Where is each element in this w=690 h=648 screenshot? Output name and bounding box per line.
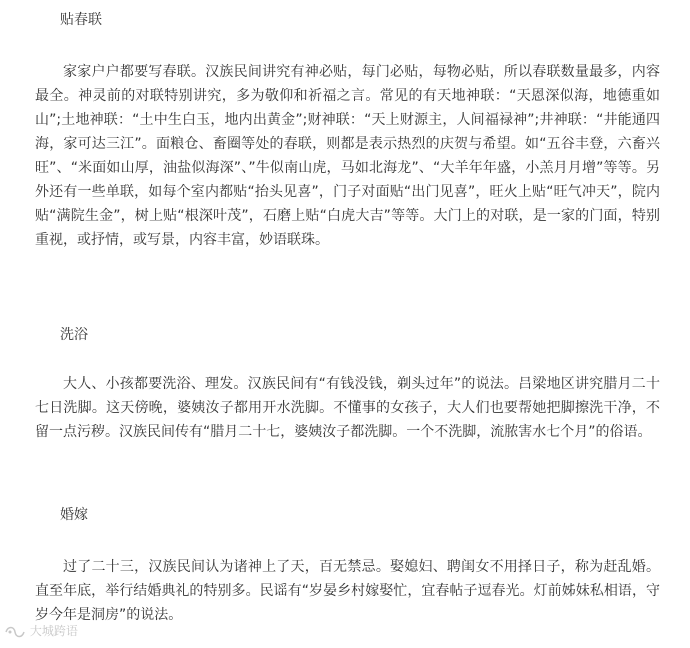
section-heading-couplets: 贴春联: [60, 12, 102, 28]
section-paragraph-weddings: 过了二十三，汉族民间认为诸神上了天，百无禁忌。娶媳妇、聘闺女不用择日子，称为赶乱婚。直至年底，举行结婚典礼的特别多。民谣有“岁晏乡村嫁娶忙，宜春帖子逗春光。灯前姊妹私相语，守岁今年是洞房”的说法。: [35, 559, 660, 623]
section-heading-weddings: 婚嫁: [60, 507, 88, 523]
logo-icon: [4, 625, 26, 639]
watermark: [4, 622, 78, 639]
watermark-text: 大城跨语: [29, 624, 78, 638]
section-paragraph-bathing: 大人、小孩都要洗浴、理发。汉族民间有“有钱没钱，剃头过年”的说法。吕梁地区讲究腊月二十七日洗脚。这天傍晚，婆姨汝子都用开水洗脚。不懂事的女孩子，大人们也要帮她把脚擦洗干净，不留一点污秽。汉族民间传有“腊月二十七，婆姨汝子都洗脚。一个不洗脚，流脓害水七个月”的俗语。: [35, 376, 660, 440]
section-heading-bathing: 洗浴: [60, 327, 88, 343]
section-paragraph-couplets: 家家户户都要写春联。汉族民间讲究有神必贴，每门必贴，每物必贴，所以春联数量最多，内容最全。神灵前的对联特别讲究，多为敬仰和祈福之言。常见的有天地神联：“天恩深似海，地德重如山”;土地神联：“土中生白玉，地内出黄金”;财神联：“天上财源主，人间福禄神”;井神联：“井能通四海，家可达三江”。面粮仓、畜圈等处的春联，则都是表示热烈的庆贺与希望。如“五谷丰登，六畜兴旺”、“米面如山厚，油盐似海深”、”牛似南山虎，马如北海龙”、“大羊年年盛，小羔月月增”等等。另外还有一些单联，如每个室内都贴“抬头见喜”，门子对面贴“出门见喜”，旺火上贴“旺气冲天”，院内贴“满院生金”，树上贴“根深叶茂”，石磨上贴“白虎大吉”等等。大门上的对联，是一家的门面，特别重视，或抒情，或写景，内容丰富，妙语联珠。: [35, 64, 660, 248]
